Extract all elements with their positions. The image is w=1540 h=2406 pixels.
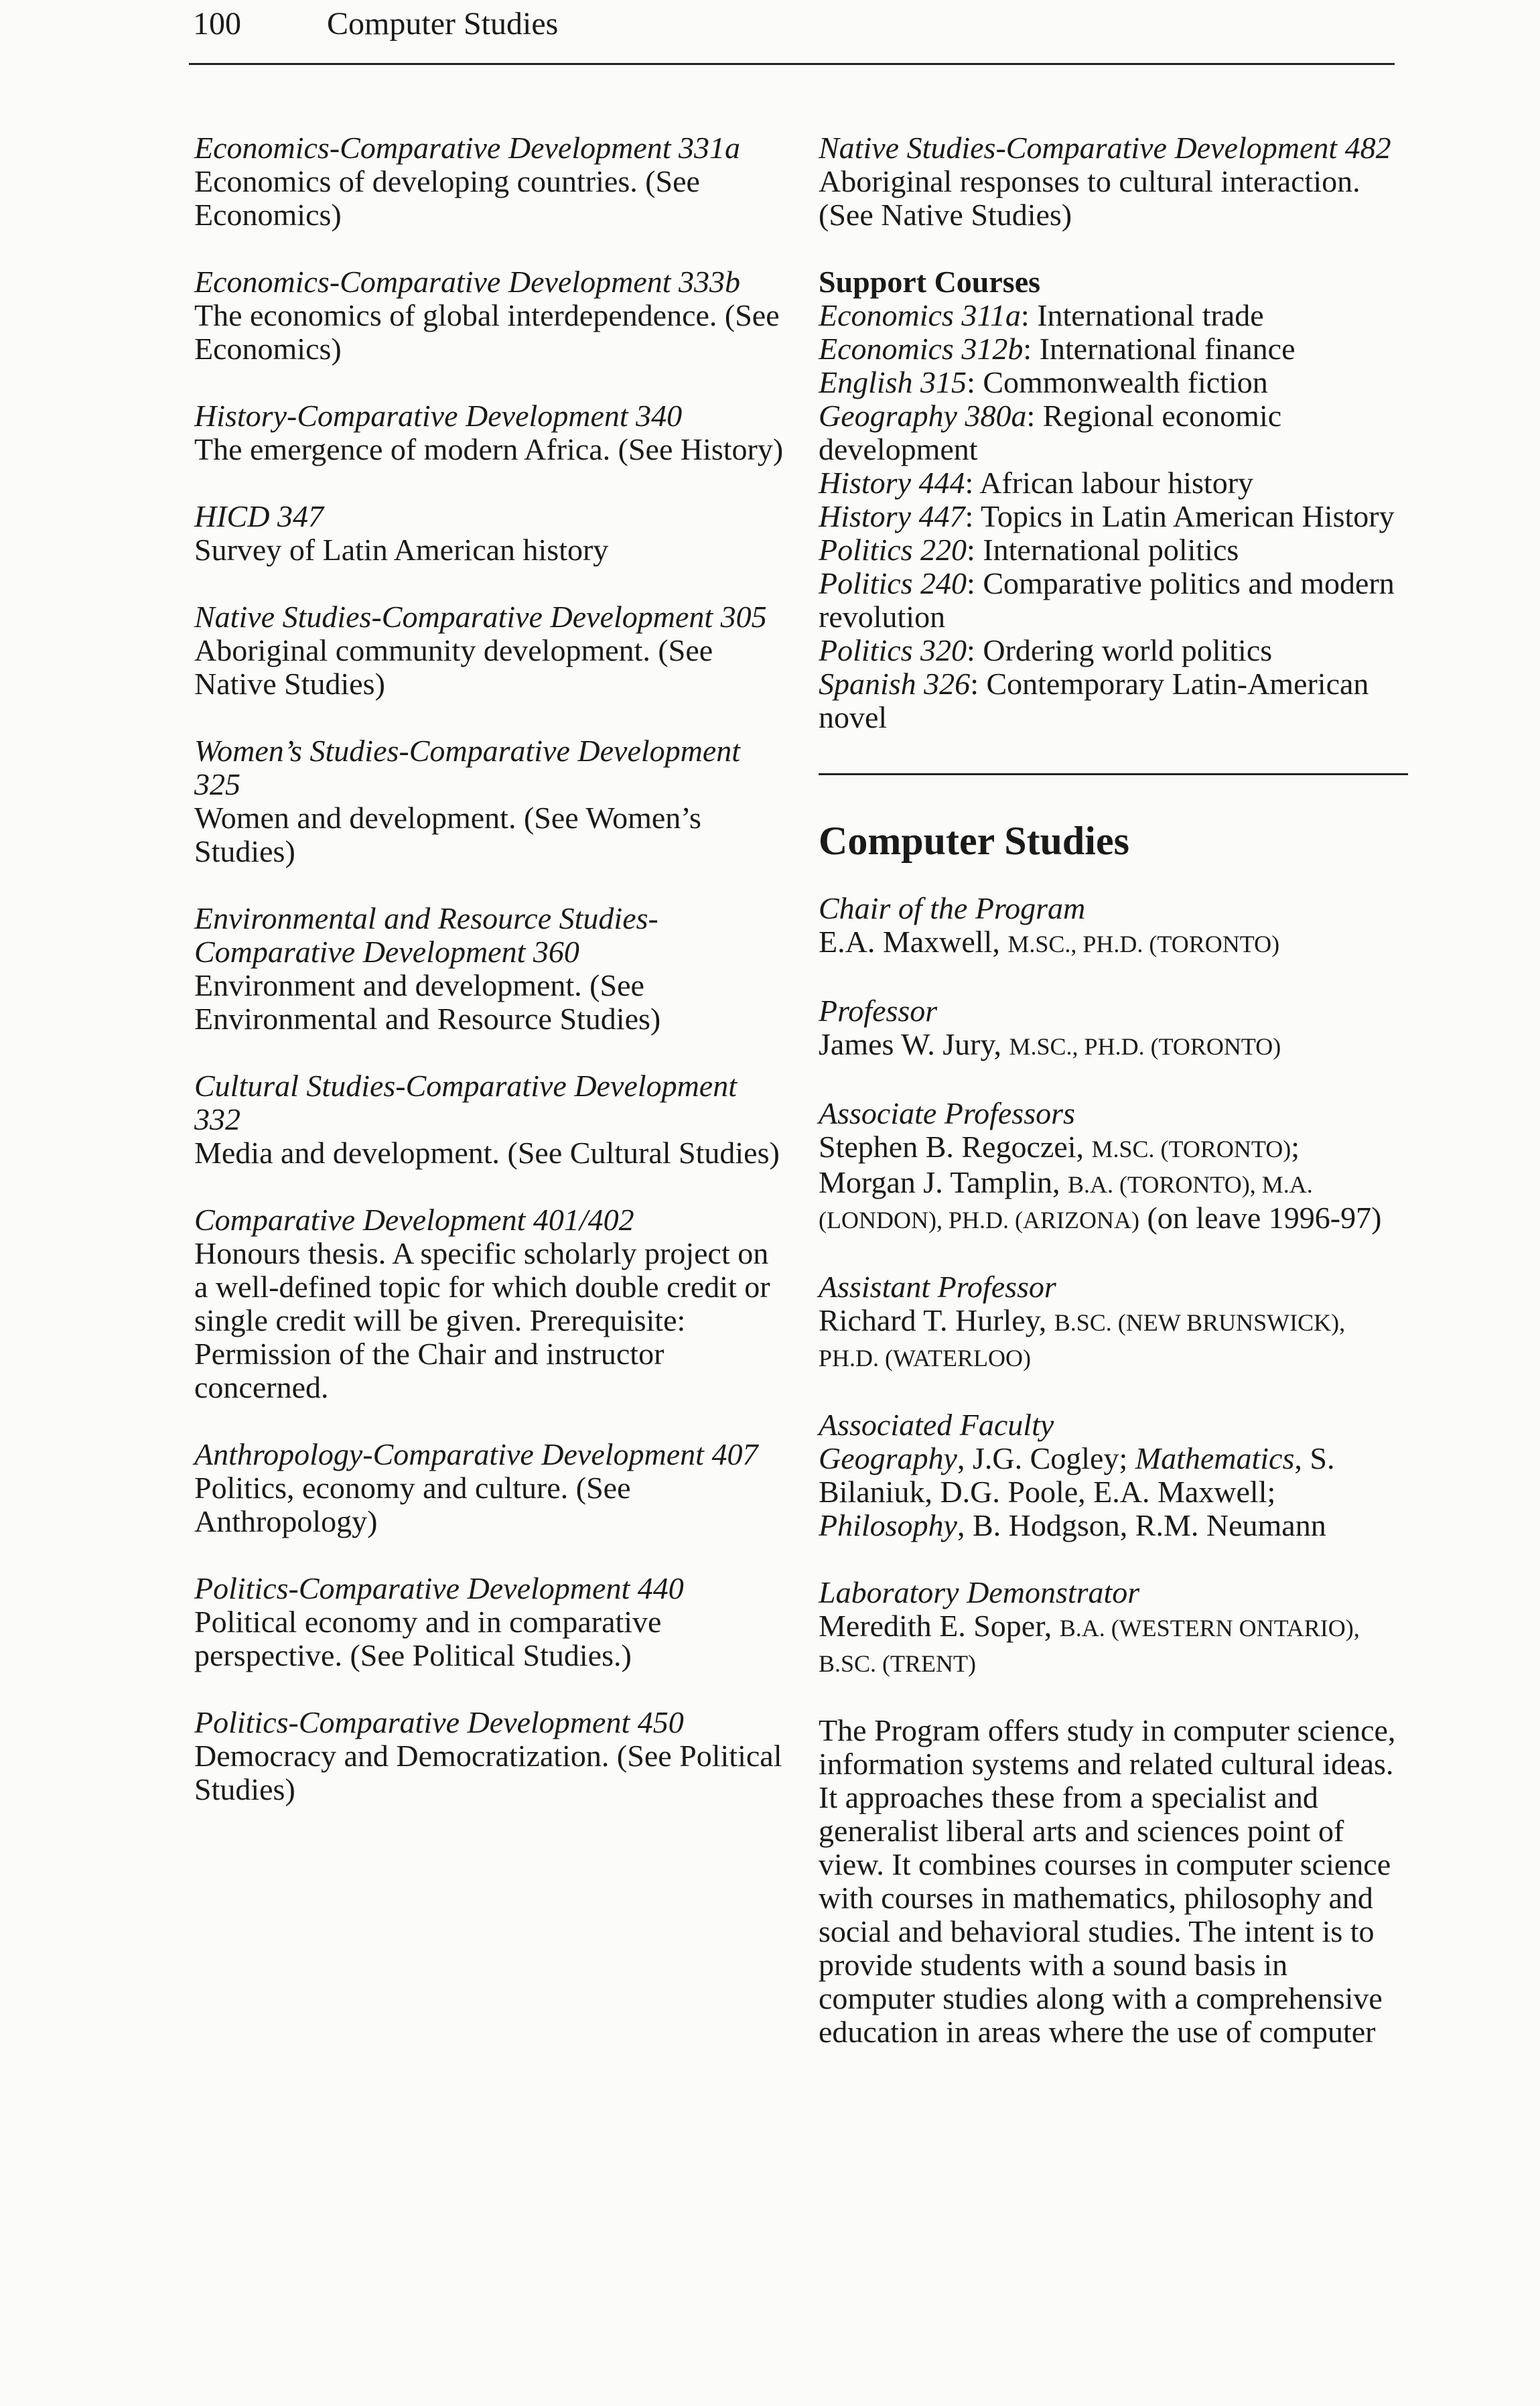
faculty-role: Associated Faculty	[819, 1408, 1054, 1442]
course-desc: Media and development. (See Cultural Studies)	[194, 1136, 780, 1170]
support-course-name: Economics 311a	[819, 298, 1021, 332]
faculty-name: Meredith E. Soper,	[819, 1609, 1052, 1643]
support-course-name: Politics 220	[819, 533, 967, 567]
faculty-chair	[819, 892, 1408, 961]
course-entry	[819, 131, 1408, 232]
support-course-name: History 444	[819, 466, 965, 500]
leave-note: (on leave 1996-97)	[1147, 1201, 1382, 1235]
support-course-desc: : Ordering world politics	[967, 633, 1273, 667]
support-course-item	[819, 634, 1408, 667]
course-entry	[194, 500, 784, 567]
support-course-name: History 447	[819, 499, 965, 533]
faculty-degrees: M.SC., PH.D. (TORONTO)	[1009, 1033, 1281, 1060]
department-people: , J.G. Cogley;	[957, 1441, 1128, 1475]
page-number: 100	[193, 5, 241, 42]
course-entry	[194, 399, 784, 466]
course-entry	[194, 1706, 784, 1806]
course-entry	[194, 600, 784, 701]
course-title: Economics-Comparative Development 331a	[194, 131, 741, 165]
faculty-role: Laboratory Demonstrator	[819, 1575, 1140, 1609]
course-entry	[194, 1203, 784, 1404]
course-desc: Politics, economy and culture. (See Anthropology)	[194, 1471, 631, 1538]
faculty-name: Stephen B. Regoczei,	[819, 1130, 1084, 1164]
course-entry	[194, 902, 784, 1036]
faculty-assistant	[819, 1270, 1408, 1375]
course-title: Environmental and Resource Studies-Comparative Development 360	[194, 901, 658, 969]
faculty-degrees: M.SC., PH.D. (TORONTO)	[1007, 931, 1280, 957]
support-course-desc: : Topics in Latin American History	[965, 499, 1395, 533]
support-course-item	[819, 399, 1408, 466]
faculty-role: Chair of the Program	[819, 891, 1086, 925]
support-courses	[819, 265, 1408, 734]
course-title: Politics-Comparative Development 450	[194, 1705, 684, 1739]
page-header	[193, 0, 558, 47]
faculty-degrees: B.A. (WESTERN ONTARIO), B.SC. (TRENT)	[819, 1615, 1360, 1677]
course-title: Comparative Development 401/402	[194, 1203, 634, 1237]
course-desc: The emergence of modern Africa. (See History)	[194, 432, 784, 466]
department-people: , S. Bilaniuk, D.G. Poole, E.A. Maxwell;	[819, 1441, 1335, 1509]
department-name: Mathematics	[1135, 1441, 1295, 1475]
department-name: Philosophy	[819, 1508, 957, 1542]
course-title: Cultural Studies-Comparative Development 332	[194, 1069, 737, 1136]
faculty-professor	[819, 994, 1408, 1063]
course-desc: Women and development. (See Women’s Studies)	[194, 801, 701, 868]
support-course-desc: : International trade	[1020, 298, 1264, 332]
support-course-item	[819, 466, 1408, 500]
support-course-name: Politics 320	[819, 633, 967, 667]
course-desc: Survey of Latin American history	[194, 533, 609, 567]
support-course-desc: : Contemporary Latin-American novel	[819, 667, 1369, 734]
course-desc: Economics of developing countries. (See Economics)	[194, 164, 700, 232]
support-course-item	[819, 366, 1408, 399]
faculty-name: James W. Jury,	[819, 1027, 1002, 1061]
support-course-item	[819, 299, 1408, 332]
support-course-item	[819, 533, 1408, 567]
support-course-name: Geography 380a	[819, 399, 1027, 433]
faculty-name: Morgan J. Tamplin,	[819, 1165, 1060, 1199]
course-entry	[194, 1069, 784, 1170]
department-name: Geography	[819, 1441, 957, 1475]
course-title: HICD 347	[194, 499, 324, 533]
faculty-degrees: M.SC. (TORONTO)	[1091, 1136, 1291, 1162]
course-entry	[194, 265, 784, 366]
header-rule	[189, 63, 1395, 65]
support-courses-heading: Support Courses	[819, 265, 1041, 299]
support-course-desc: : Comparative politics and modern revolution	[819, 566, 1395, 634]
section-divider	[819, 773, 1408, 775]
section-title: Computer Studies	[819, 819, 1129, 863]
course-desc: Political economy and in comparative perspective. (See Political Studies.)	[194, 1605, 662, 1672]
department-people: , B. Hodgson, R.M. Neumann	[957, 1508, 1326, 1542]
faculty-associate: Associate Professors Stephen B. Regoczei, M.SC. (TORONTO); Morgan J. Tamplin, B.A. (TORONTO), M.A. (LONDON), PH.D. (ARIZONA) (on leave 1996-97)	[819, 1097, 1408, 1237]
faculty-degrees: B.A. (TORONTO), M.A. (LONDON), PH.D. (ARIZONA)	[819, 1171, 1313, 1233]
left-column	[194, 131, 784, 1840]
support-course-desc: : African labour history	[965, 466, 1254, 500]
course-desc: Aboriginal responses to cultural interaction. (See Native Studies)	[819, 164, 1360, 232]
right-column	[819, 131, 1408, 2049]
course-title: Politics-Comparative Development 440	[194, 1571, 684, 1605]
course-entry	[194, 734, 784, 868]
course-desc: Honours thesis. A specific scholarly project on a well-defined topic for which double credit or single credit will be given. Prerequisite: Permission of the Chair and instructor concerned.	[194, 1236, 770, 1404]
faculty-name: Richard T. Hurley,	[819, 1303, 1047, 1337]
faculty-lab	[819, 1576, 1408, 1680]
support-course-name: English 315	[819, 365, 967, 399]
support-course-item	[819, 667, 1408, 734]
faculty-name: E.A. Maxwell,	[819, 925, 1000, 959]
course-desc: Environment and development. (See Environmental and Resource Studies)	[194, 968, 661, 1036]
course-entry	[194, 131, 784, 232]
support-course-item	[819, 332, 1408, 366]
course-desc: The economics of global interdependence. (See Economics)	[194, 298, 780, 366]
course-desc: Democracy and Democratization. (See Political Studies)	[194, 1739, 782, 1806]
faculty-degrees: B.SC. (NEW BRUNSWICK), PH.D. (WATERLOO)	[819, 1309, 1346, 1372]
program-description: The Program offers study in computer science, information systems and related cultural ideas. It approaches these from a specialist and generalist liberal arts and sciences point of view. It combines courses in computer science with courses in mathematics, philosophy and social and behavioral studies. The intent is to provide students with a sound basis in computer studies along with a comprehensive education in areas where the use of computer	[819, 1713, 1396, 2049]
support-course-name: Economics 312b	[819, 332, 1024, 366]
support-course-name: Politics 240	[819, 566, 967, 600]
course-title: History-Comparative Development 340	[194, 399, 683, 433]
faculty-role: Associate Professors	[819, 1096, 1075, 1130]
course-title: Native Studies-Comparative Development 305	[194, 600, 767, 634]
course-title: Anthropology-Comparative Development 407	[194, 1437, 758, 1471]
course-title: Women’s Studies-Comparative Development 325	[194, 734, 741, 801]
faculty-associated	[819, 1408, 1408, 1542]
course-entry	[194, 1572, 784, 1672]
support-course-desc: : Regional economic development	[819, 399, 1282, 466]
course-entry	[194, 1438, 784, 1538]
support-course-item	[819, 500, 1408, 533]
running-title: Computer Studies	[327, 5, 559, 42]
course-title: Native Studies-Comparative Development 482	[819, 131, 1391, 165]
support-course-name: Spanish 326	[819, 667, 971, 701]
faculty-role: Professor	[819, 994, 938, 1028]
support-course-item	[819, 567, 1408, 634]
support-course-desc: : International finance	[1023, 332, 1296, 366]
support-course-desc: : International politics	[967, 533, 1239, 567]
support-course-desc: : Commonwealth fiction	[967, 365, 1268, 399]
faculty-role: Assistant Professor	[819, 1270, 1056, 1304]
course-desc: Aboriginal community development. (See Native Studies)	[194, 633, 713, 701]
course-title: Economics-Comparative Development 333b	[194, 265, 741, 299]
